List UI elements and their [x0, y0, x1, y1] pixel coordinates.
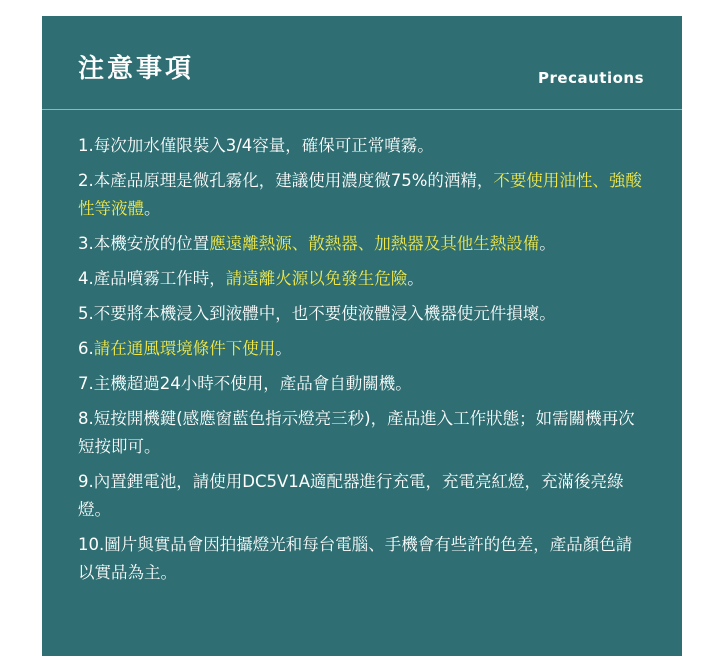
precaution-item	[78, 230, 644, 258]
item-text: 9.內置鋰電池，請使用DC5V1A適配器進行充電，充電亮紅燈，充滿後亮綠燈。	[78, 472, 624, 519]
precaution-item	[78, 132, 644, 160]
item-text: 1.每次加水僅限裝入3/4容量，確保可正常噴霧。	[78, 136, 434, 155]
precaution-item	[78, 300, 644, 328]
precaution-item	[78, 468, 644, 524]
item-text: 7.主機超過24小時不使用，產品會自動關機。	[78, 374, 412, 393]
item-text: 6.	[78, 339, 94, 358]
page-title: 注意事項	[78, 54, 195, 84]
header-divider	[42, 109, 682, 110]
precaution-item	[78, 531, 644, 587]
page-subtitle: Precautions	[538, 69, 644, 87]
item-text: 3.本機安放的位置	[78, 234, 210, 253]
precaution-item	[78, 167, 644, 223]
item-text: 8.短按開機鍵(感應窗藍色指示燈亮三秒)，產品進入工作狀態；如需關機再次短按即可。	[78, 409, 635, 456]
highlighted-text: 請遠離火源以免發生危險	[225, 269, 408, 288]
card-header	[78, 16, 644, 106]
item-text: 2.本產品原理是微孔霧化，建議使用濃度微75%的酒精，	[78, 171, 494, 190]
item-text: 10.圖片與實品會因拍攝燈光和每台電腦、手機會有些許的色差，產品顏色請以實品為主。	[78, 535, 633, 582]
precaution-item	[78, 265, 644, 293]
item-text: 。	[407, 269, 424, 288]
item-text: 。	[144, 199, 161, 218]
item-text: 。	[539, 234, 556, 253]
precaution-item	[78, 405, 644, 461]
highlighted-text: 不要使用油性、強酸性等液體	[78, 171, 642, 218]
item-text: 5.不要將本機浸入到液體中，也不要使液體浸入機器使元件損壞。	[78, 304, 556, 323]
highlighted-text: 應遠離熱源、散熱器、加熱器及其他生熱設備	[209, 234, 540, 253]
item-text: 。	[275, 339, 292, 358]
precautions-list	[78, 132, 644, 594]
highlighted-text: 請在通風環境條件下使用	[93, 339, 276, 358]
precaution-item	[78, 335, 644, 363]
item-text: 4.產品噴霧工作時，	[78, 269, 226, 288]
precaution-item	[78, 370, 644, 398]
